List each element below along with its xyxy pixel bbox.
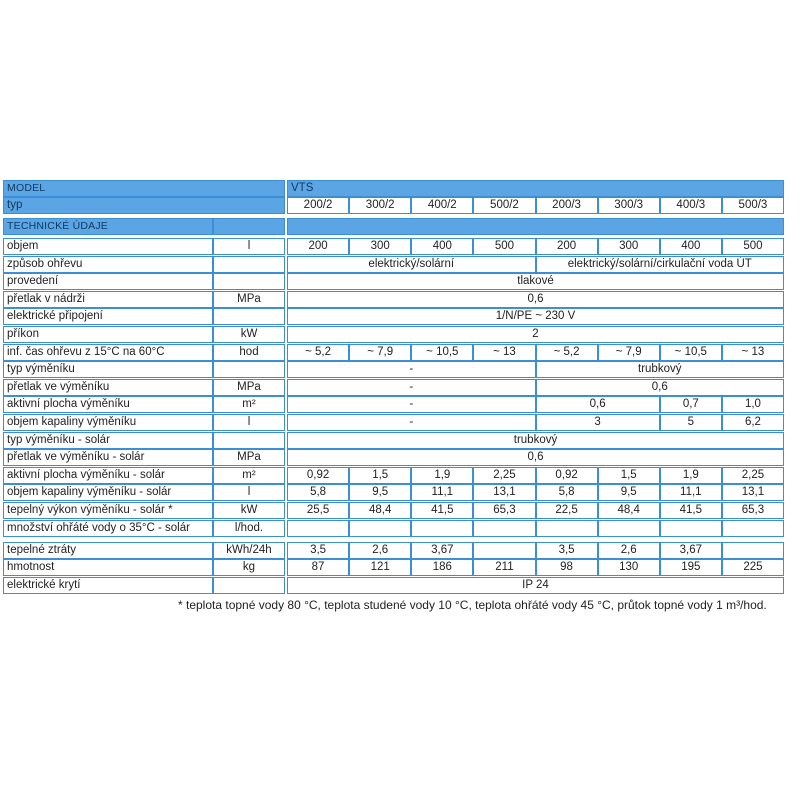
row-unit xyxy=(213,256,285,273)
value-cell: 5,8 xyxy=(536,484,598,501)
value-cell: 11,1 xyxy=(660,484,722,501)
value-cell: 186 xyxy=(411,559,473,576)
row-label: tepelné ztráty xyxy=(3,542,213,559)
row-unit: kWh/24h xyxy=(213,542,285,559)
value-cell: ~ 7,9 xyxy=(598,344,660,361)
type-500-2: 500/2 xyxy=(473,197,535,214)
value-cell xyxy=(598,520,660,537)
value-cell: 1,9 xyxy=(411,467,473,484)
value-cell: 25,5 xyxy=(287,502,349,519)
value-cell xyxy=(660,520,722,537)
value-cell: 3,5 xyxy=(287,542,349,559)
value-cell: 2,6 xyxy=(349,542,411,559)
row-label: přetlak ve výměníku xyxy=(3,379,213,396)
value-cell: 2 xyxy=(287,326,784,343)
value-cell: 6,2 xyxy=(722,414,784,431)
value-cell: 2,6 xyxy=(598,542,660,559)
value-cell: 3,67 xyxy=(411,542,473,559)
value-cell: 5,8 xyxy=(287,484,349,501)
value-cell: 195 xyxy=(660,559,722,576)
value-cell: tlakové xyxy=(287,273,784,290)
value-cell: 500 xyxy=(722,238,784,255)
value-cell xyxy=(473,520,535,537)
row-unit xyxy=(213,577,285,594)
value-cell: 98 xyxy=(536,559,598,576)
value-cell: ~ 5,2 xyxy=(536,344,598,361)
value-cell: 2,25 xyxy=(722,467,784,484)
value-cell: 0,92 xyxy=(536,467,598,484)
value-cell: 1,0 xyxy=(722,396,784,413)
row-unit: MPa xyxy=(213,449,285,466)
row-unit: kW xyxy=(213,326,285,343)
value-cell: - xyxy=(287,396,536,413)
value-cell: 48,4 xyxy=(349,502,411,519)
type-200-2: 200/2 xyxy=(287,197,349,214)
row-label: příkon xyxy=(3,326,213,343)
value-cell: ~ 13 xyxy=(473,344,535,361)
value-cell: 3 xyxy=(536,414,660,431)
type-400-3: 400/3 xyxy=(660,197,722,214)
value-cell: 130 xyxy=(598,559,660,576)
model-label: MODEL xyxy=(3,180,285,197)
row-unit: l xyxy=(213,238,285,255)
row-label: tepelný výkon výměníku - solár * xyxy=(3,502,213,519)
value-cell: trubkový xyxy=(287,432,784,449)
row-unit: kW xyxy=(213,502,285,519)
row-unit: l/hod. xyxy=(213,520,285,537)
value-cell: elektrický/solární/cirkulační voda ÚT xyxy=(536,256,785,273)
value-cell: 2,25 xyxy=(473,467,535,484)
type-500-3: 500/3 xyxy=(722,197,784,214)
value-cell: 0,92 xyxy=(287,467,349,484)
row-label: objem kapaliny výměníku - solár xyxy=(3,484,213,501)
row-unit: m² xyxy=(213,396,285,413)
row-label: přetlak ve výměníku - solár xyxy=(3,449,213,466)
type-200-3: 200/3 xyxy=(536,197,598,214)
value-cell: - xyxy=(287,414,536,431)
value-cell: 225 xyxy=(722,559,784,576)
value-cell: 13,1 xyxy=(473,484,535,501)
value-cell xyxy=(722,542,784,559)
value-cell xyxy=(287,520,349,537)
value-cell: trubkový xyxy=(536,361,785,378)
value-cell: ~ 7,9 xyxy=(349,344,411,361)
type-400-2: 400/2 xyxy=(411,197,473,214)
value-cell: 0,7 xyxy=(660,396,722,413)
value-cell: 5 xyxy=(660,414,722,431)
model-value: VTS xyxy=(287,180,784,197)
value-cell: 3,67 xyxy=(660,542,722,559)
value-cell: 0,6 xyxy=(287,291,784,308)
value-cell: IP 24 xyxy=(287,577,784,594)
value-cell: 3,5 xyxy=(536,542,598,559)
value-cell: 400 xyxy=(411,238,473,255)
row-label: aktivní plocha výměníku xyxy=(3,396,213,413)
value-cell xyxy=(411,520,473,537)
value-cell: 48,4 xyxy=(598,502,660,519)
value-cell: 211 xyxy=(473,559,535,576)
value-cell: 13,1 xyxy=(722,484,784,501)
value-cell xyxy=(473,542,535,559)
row-unit: MPa xyxy=(213,379,285,396)
row-unit xyxy=(213,273,285,290)
value-cell: 11,1 xyxy=(411,484,473,501)
value-cell: 400 xyxy=(660,238,722,255)
value-cell: 65,3 xyxy=(722,502,784,519)
row-label: typ výměníku - solár xyxy=(3,432,213,449)
row-label: typ výměníku xyxy=(3,361,213,378)
value-cell: 200 xyxy=(287,238,349,255)
value-cell: 65,3 xyxy=(473,502,535,519)
value-cell xyxy=(536,520,598,537)
value-cell: 9,5 xyxy=(349,484,411,501)
value-cell: ~ 5,2 xyxy=(287,344,349,361)
row-unit: l xyxy=(213,414,285,431)
value-cell: elektrický/solární xyxy=(287,256,536,273)
row-unit xyxy=(213,432,285,449)
value-cell: 300 xyxy=(349,238,411,255)
value-cell: 41,5 xyxy=(411,502,473,519)
row-unit xyxy=(213,361,285,378)
row-label: objem xyxy=(3,238,213,255)
value-cell: 41,5 xyxy=(660,502,722,519)
footnote: * teplota topné vody 80 °C, teplota studené vody 10 °C, teplota ohřáté vody 45 °C, průtok topné vody 1 m³/hod. xyxy=(178,598,767,612)
value-cell: ~ 13 xyxy=(722,344,784,361)
row-label: aktivní plocha výměníku - solár xyxy=(3,467,213,484)
row-unit: l xyxy=(213,484,285,501)
value-cell: 200 xyxy=(536,238,598,255)
value-cell: ~ 10,5 xyxy=(660,344,722,361)
value-cell xyxy=(722,520,784,537)
row-label: inf. čas ohřevu z 15°C na 60°C xyxy=(3,344,213,361)
section-values-blank xyxy=(287,218,784,235)
section-unit-blank xyxy=(213,218,285,235)
value-cell: - xyxy=(287,379,536,396)
value-cell: - xyxy=(287,361,536,378)
row-unit: m² xyxy=(213,467,285,484)
value-cell: ~ 10,5 xyxy=(411,344,473,361)
row-label: provedení xyxy=(3,273,213,290)
value-cell: 0,6 xyxy=(536,379,785,396)
value-cell: 1/N/PE ~ 230 V xyxy=(287,308,784,325)
row-label: elektrické krytí xyxy=(3,577,213,594)
value-cell: 300 xyxy=(598,238,660,255)
row-label: způsob ohřevu xyxy=(3,256,213,273)
type-300-3: 300/3 xyxy=(598,197,660,214)
row-label: elektrické připojení xyxy=(3,308,213,325)
type-300-2: 300/2 xyxy=(349,197,411,214)
value-cell: 500 xyxy=(473,238,535,255)
value-cell: 22,5 xyxy=(536,502,598,519)
row-unit: kg xyxy=(213,559,285,576)
row-unit: hod xyxy=(213,344,285,361)
value-cell: 1,5 xyxy=(598,467,660,484)
row-label: objem kapaliny výměníku xyxy=(3,414,213,431)
value-cell: 1,9 xyxy=(660,467,722,484)
value-cell: 9,5 xyxy=(598,484,660,501)
value-cell: 0,6 xyxy=(536,396,660,413)
value-cell: 87 xyxy=(287,559,349,576)
section-technical-data: TECHNICKÉ ÚDAJE xyxy=(3,218,213,235)
row-unit: MPa xyxy=(213,291,285,308)
row-label: hmotnost xyxy=(3,559,213,576)
value-cell: 1,5 xyxy=(349,467,411,484)
value-cell: 0,6 xyxy=(287,449,784,466)
row-unit xyxy=(213,308,285,325)
row-label: množství ohřáté vody o 35°C - solár xyxy=(3,520,213,537)
row-label: přetlak v nádrži xyxy=(3,291,213,308)
value-cell xyxy=(349,520,411,537)
value-cell: 121 xyxy=(349,559,411,576)
type-label: typ xyxy=(3,197,285,214)
